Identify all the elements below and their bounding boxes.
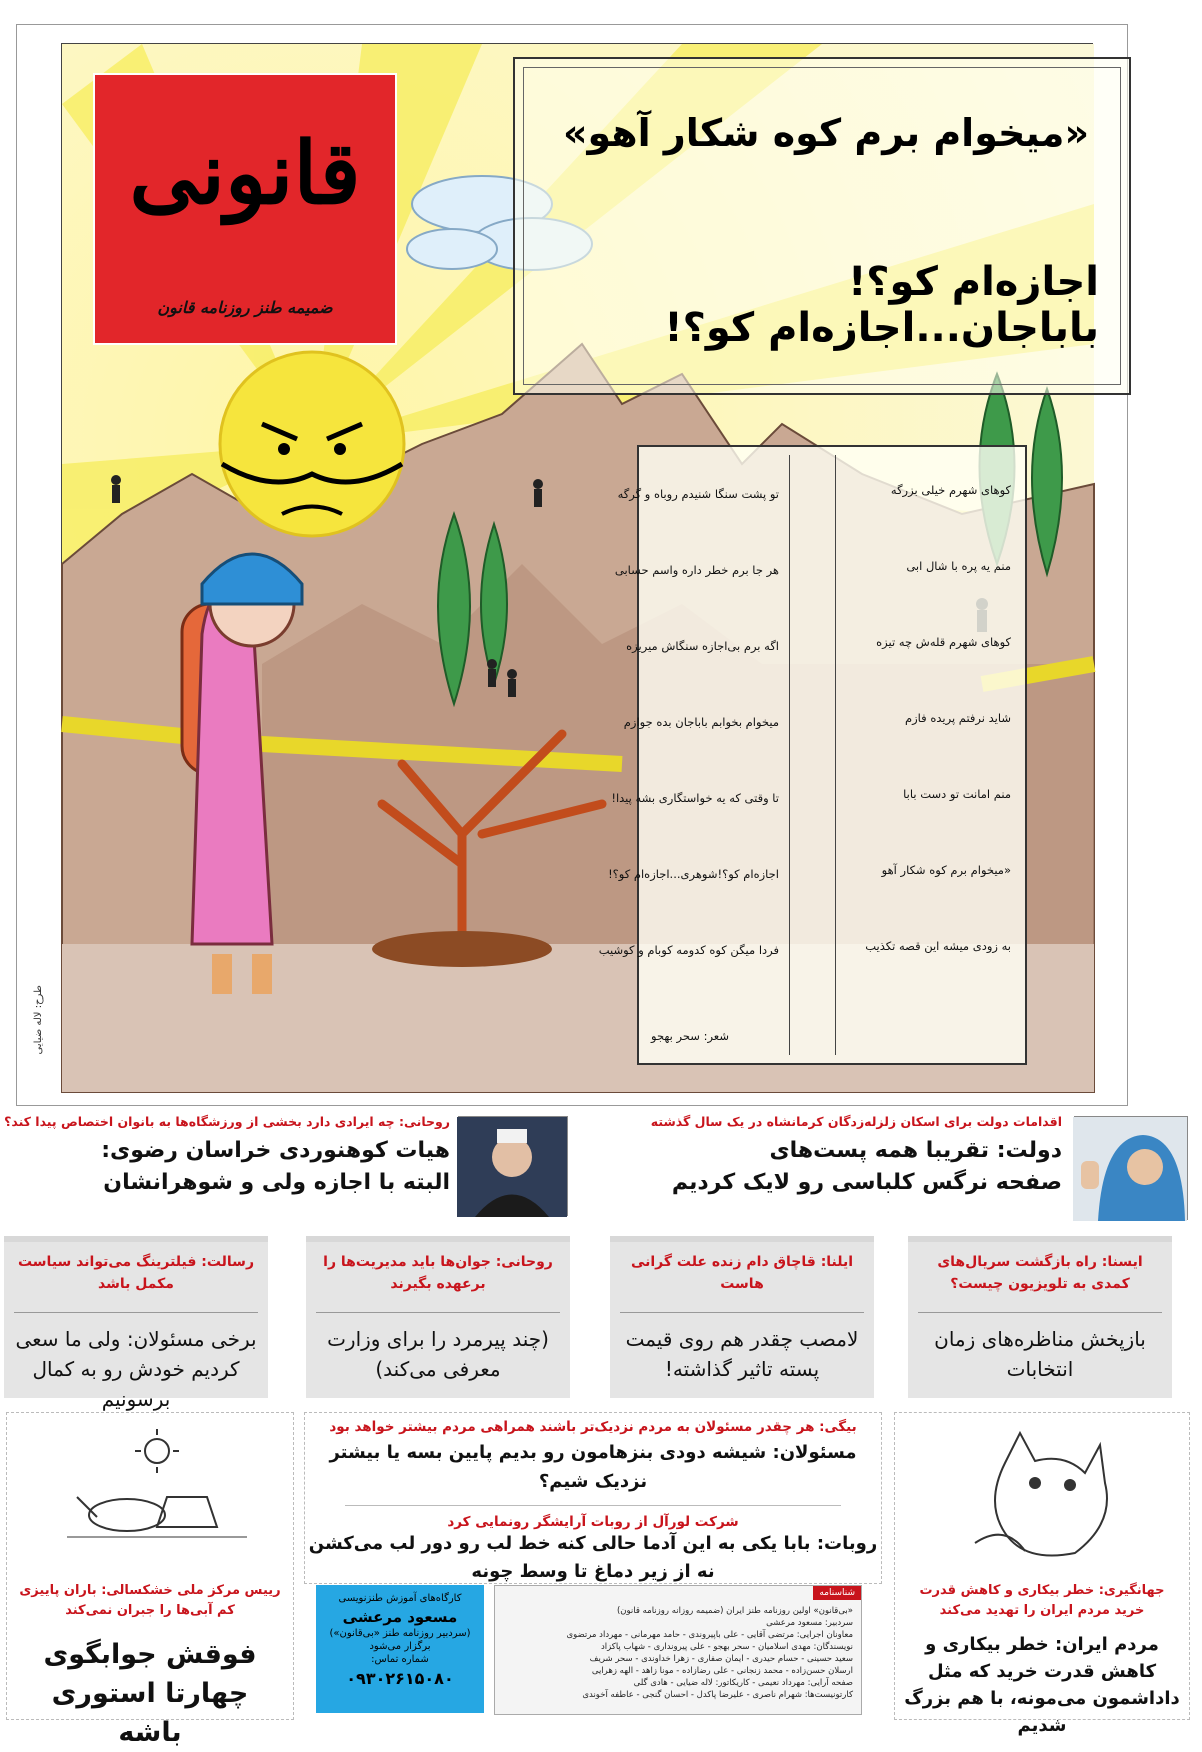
poem-column-left — [599, 487, 779, 1019]
poem-line: منم یه پره با شال ابی — [906, 559, 1011, 573]
angry-sun — [220, 352, 404, 536]
poem-line: اگه برم بی‌اجازه سنگاش میریزه — [626, 639, 779, 653]
workshop-ad[interactable] — [316, 1585, 484, 1713]
logo-wordmark: قانونی — [129, 123, 361, 224]
cartoon-doodle-icon — [57, 1427, 257, 1547]
logo-subtitle: ضمیمه طنز روزنامه قانون — [157, 298, 333, 317]
lead-title: صفحه نرگس کلباسی رو لایک کردیم — [671, 1169, 1062, 1195]
news-card[interactable] — [306, 1236, 570, 1398]
poem-box — [598, 445, 1027, 1065]
bottom-kicker: جهانگیری: خطر بیکاری و کاهش قدرت خرید مردم ایران را تهدید می‌کند — [919, 1583, 1165, 1618]
lead-story-right[interactable] — [602, 1110, 1188, 1218]
bottom-kicker: رییس مرکز ملی خشکسالی: باران پاییزی کم آبی‌ها را جبران نمی‌کند — [19, 1583, 281, 1618]
poem-line: اجازه‌ام کو؟!شوهری...اجازه‌ام کو؟! — [608, 867, 779, 881]
poem-line: کوهای شهرم خیلی بزرگه — [890, 483, 1011, 497]
poem-line: میخوام بخوابم باباجان بده جوازم — [623, 715, 779, 729]
center-kicker: شرکت لورآل از روبات آرایشگر رونمایی کرد — [447, 1513, 739, 1530]
masthead-tag: شناسنامه — [813, 1586, 861, 1600]
bottom-left-panel[interactable] — [6, 1412, 294, 1749]
center-kicker: بیگی: هر چقدر مسئولان به مردم نزدیک‌تر باشند همراهی مردم بیشتر خواهد بود — [329, 1419, 857, 1435]
card-kicker: رسالت: فیلترینگ می‌تواند سیاست مکمل باشد — [17, 1254, 255, 1292]
poem-line: منم امانت تو دست بابا — [903, 787, 1011, 801]
ad-line: شماره تماس: — [371, 1654, 429, 1665]
card-title: برخی مسئولان: ولی ما سعی کردیم خودش رو به کمال برسونیم — [15, 1327, 257, 1411]
card-kicker: ایلنا: قاچاق دام زنده علت گرانی هاست — [630, 1254, 854, 1292]
lead-title: البته با اجازه ولی و شوهرانشان — [103, 1169, 450, 1195]
masthead — [494, 1585, 862, 1715]
card-title: لامصب چقدر هم روی قیمت پسته تاثیر گذاشته! — [625, 1327, 859, 1381]
ad-phone: ۰۹۳۰۲۶۱۵۰۸۰ — [346, 1669, 454, 1688]
bottom-right-panel[interactable] — [894, 1412, 1190, 1736]
card-kicker: روحانی: جوان‌ها باید مدیریت‌ها را برعهده بگیرند — [323, 1254, 553, 1292]
center-panel[interactable] — [304, 1412, 882, 1584]
center-headline: روبات: بابا یکی به این آدما حالی کنه خط لب رو دور لب می‌کشن — [308, 1532, 878, 1554]
lead-story-left[interactable] — [4, 1110, 576, 1218]
masthead-line: سعید حسینی - حسام حیدری - ایمان صفاری - زهرا خداوندی - سحر شریف — [589, 1654, 853, 1664]
bottom-headline: مردم ایران: خطر بیکاری و کاهش قدرت خرید که مثل داداشمون می‌مونه، با هم بزرگ شدیم — [904, 1634, 1180, 1736]
actress-photo — [1074, 1116, 1188, 1220]
poem-line: فردا میگن کوه کدومه کوبام و کوشیب — [598, 943, 779, 957]
bottom-headline: فوقش جوابگوی چهارتا استوری باشه — [43, 1639, 257, 1749]
lead-title: دولت: تقریبا همه پست‌های — [769, 1138, 1062, 1163]
masthead-line: کارتونیست‌ها: شهرام ناصری - علیرضا پاکدل - احسان گنجی - عاطفه آخوندی — [582, 1690, 853, 1700]
card-title: بازپخش مناظره‌های زمان انتخابات — [934, 1327, 1146, 1381]
masthead-line: سردبیر: مسعود مرعشی — [766, 1618, 853, 1628]
artist-credit: طرح: لاله ضیایی — [33, 985, 44, 1055]
supplement-logo — [93, 73, 397, 345]
poem-line: هر جا برم خطر داره واسم حسابی — [614, 563, 779, 577]
cartoon-cat-icon — [965, 1423, 1125, 1573]
masthead-line: صفحه آرایی: مهرداد نعیمی - کاریکاتور: لاله ضیایی - هادی گلی — [633, 1678, 853, 1688]
cover-cartoon — [16, 24, 1128, 1106]
poem-line: تو پشت سنگا شنیدم روباه و گرگه — [617, 487, 779, 501]
poem-line: کوهای شهرم قله‌ش چه تیزه — [876, 635, 1011, 649]
poem-line: شاید نرفتم پریده فازم — [905, 711, 1011, 725]
news-card[interactable] — [610, 1236, 874, 1398]
poem-column-right — [865, 483, 1011, 1015]
card-title: (چند پیرمرد را برای وزارت معرفی می‌کند) — [327, 1327, 549, 1381]
center-headline: نه از زیر دماغ تا وسط چونه — [471, 1561, 715, 1583]
ad-line: برگزار می‌شود — [369, 1641, 431, 1652]
portrait-icon — [1073, 1117, 1187, 1221]
center-headline: مسئولان: شیشه دودی بنزهامون رو بدیم پایین بسه یا بیشتر نزدیک شیم؟ — [329, 1442, 857, 1492]
poem-line: «میخوام برم کوه شکار آهو — [881, 863, 1011, 877]
news-card[interactable] — [4, 1236, 268, 1411]
poem-line: به زودی میشه این قصه تکذیب — [865, 939, 1011, 953]
lead-kicker: اقدامات دولت برای اسکان زلزله‌زدگان کرمانشاه در یک سال گذشته — [650, 1114, 1062, 1129]
ad-line: کارگاه‌های آموزش طنزنویسی — [338, 1593, 462, 1604]
main-headline: «میخوام برم کوه شکار آهو» — [562, 111, 1089, 155]
poem-line: تا وقتی که یه خواستگاری بشه پیدا! — [611, 791, 779, 805]
ad-name: مسعود مرعشی — [342, 1608, 458, 1626]
lead-kicker: روحانی: چه ایرادی دارد بخشی از ورزشگاه‌ها به بانوان اختصاص پیدا کند؟ — [4, 1114, 450, 1129]
masthead-line: معاونان اجرایی: مرتضی آقایی - علی باپیروندی - حامد مهرمانی - مهرداد مرتضوی — [566, 1630, 853, 1640]
news-card[interactable] — [908, 1236, 1172, 1398]
portrait-icon — [457, 1117, 567, 1217]
masthead-line: ارسلان حسن‌زاده - محمد زنجانی - علی رضازاده - مونا زاهد - الهه زهرایی — [591, 1666, 853, 1676]
headline-box — [513, 57, 1131, 395]
lead-title: هیات کوهنوردی خراسان رضوی: — [101, 1138, 450, 1163]
masthead-line: «بی‌قانون» اولین روزنامه طنز ایران (ضمیمه روزانه روزنامه قانون) — [616, 1606, 853, 1616]
ad-line: (سردبیر روزنامه طنز «بی‌قانون») — [329, 1628, 471, 1639]
poem-author: شعر: سحر بهجو — [651, 1029, 729, 1043]
card-kicker: ایسنا: راه بازگشت سریال‌های کمدی به تلویزیون چیست؟ — [937, 1254, 1143, 1292]
sub-headline: اجازه‌ام کو؟! باباجان...اجازه‌ام کو؟! — [664, 259, 1099, 351]
rouhani-photo — [458, 1116, 568, 1216]
masthead-line: نویسندگان: مهدی اسلامیان - سحر بهجو - علی پیرونداری - شهاب پاکزاد — [600, 1642, 853, 1652]
